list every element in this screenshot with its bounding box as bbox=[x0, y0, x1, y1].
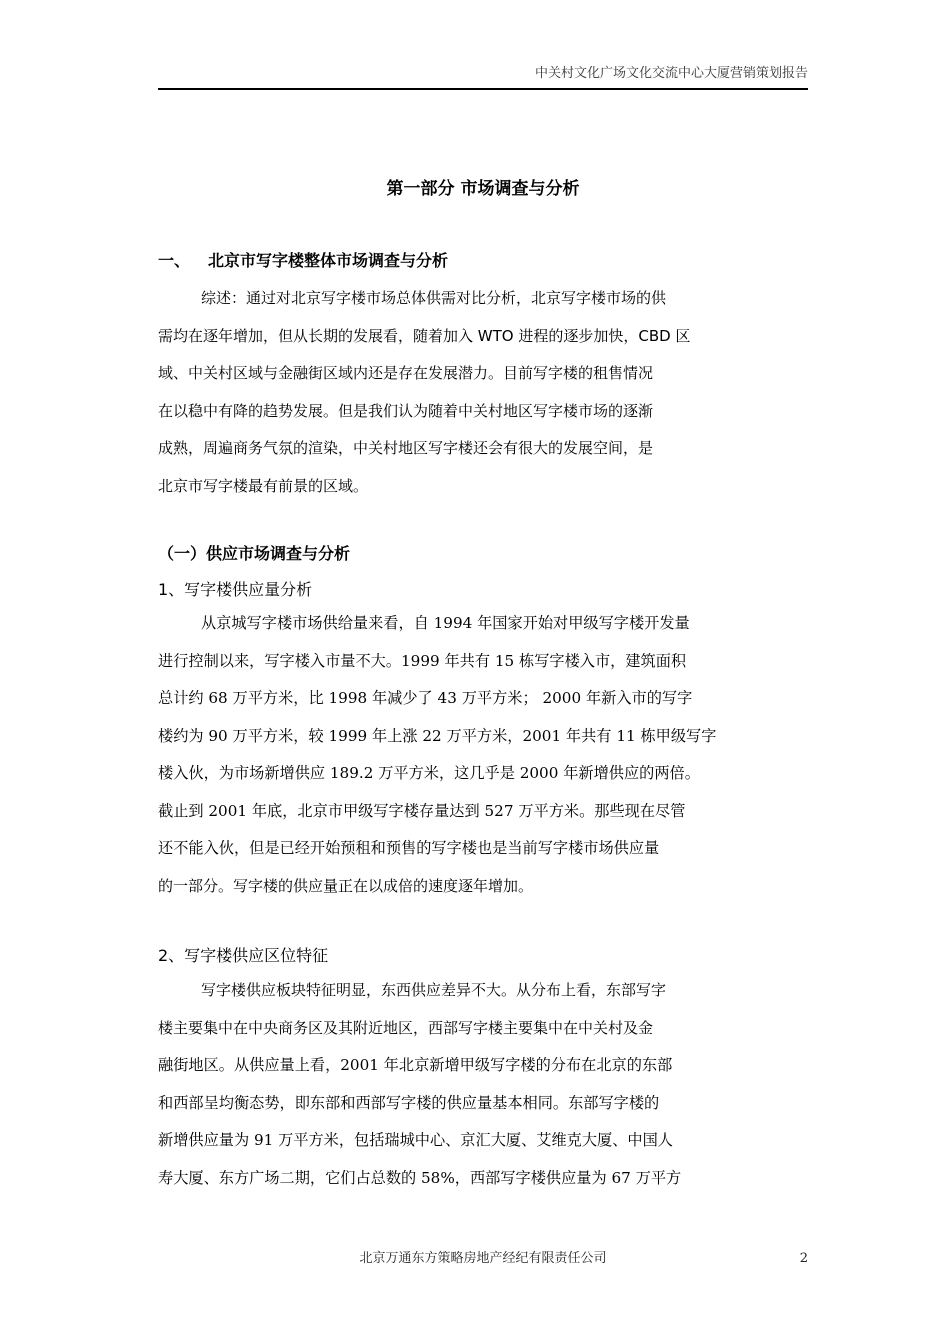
summary-line: 成熟，周遍商务气氛的渲染，中关村地区写字楼还会有很大的发展空间，是 bbox=[158, 439, 654, 457]
item-heading-supply-volume: 1、写字楼供应量分析 bbox=[158, 580, 313, 599]
paragraph-line: 的一部分。写字楼的供应量正在以成倍的速度逐年增加。 bbox=[158, 876, 534, 895]
paragraph-line: 融街地区。从供应量上看，2001 年北京新增甲级写字楼的分布在北京的东部 bbox=[158, 1056, 673, 1074]
paragraph-line: 截止到 2001 年底，北京市甲级写字楼存量达到 527 万平方米。那些现在尽管 bbox=[158, 801, 686, 820]
summary-line: 综述：通过对北京写字楼市场总体供需对比分析，北京写字楼市场的供 bbox=[201, 289, 667, 307]
page-number: 2 bbox=[799, 1251, 808, 1266]
paragraph-line: 新增供应量为 91 万平方米，包括瑞城中心、京汇大厦、艾维克大厦、中国人 bbox=[158, 1131, 673, 1149]
paragraph-line: 楼主要集中在中央商务区及其附近地区，西部写字楼主要集中在中关村及金 bbox=[158, 1018, 654, 1037]
header-title: 中关村文化广场文化交流中心大厦营销策划报告 bbox=[534, 66, 808, 81]
summary-line: 域、中关村区域与金融街区域内还是存在发展潜力。目前写字楼的租售情况 bbox=[158, 364, 654, 382]
paragraph-line: 和西部呈均衡态势，即东部和西部写字楼的供应量基本相同。东部写字楼的 bbox=[158, 1093, 660, 1112]
section-number: 一、 bbox=[158, 251, 191, 270]
page-header bbox=[158, 66, 808, 90]
item-heading-supply-location: 2、写字楼供应区位特征 bbox=[158, 946, 329, 965]
paragraph-line: 进行控制以来，写字楼入市量不大。1999 年共有 15 栋写字楼入市，建筑面积 bbox=[158, 651, 687, 670]
part-title: 第一部分 市场调查与分析 bbox=[386, 179, 580, 199]
paragraph-line: 楼入伙，为市场新增供应 189.2 万平方米，这几乎是 2000 年新增供应的两倍。 bbox=[158, 764, 700, 782]
page-footer bbox=[158, 1250, 808, 1268]
summary-line: 北京市写字楼最有前景的区域。 bbox=[158, 476, 369, 495]
paragraph-line: 寿大厦、东方广场二期，它们占总数的 58%，西部写字楼供应量为 67 万平方 bbox=[158, 1168, 682, 1187]
summary-line: 在以稳中有降的趋势发展。但是我们认为随着中关村地区写字楼市场的逐渐 bbox=[158, 401, 654, 420]
paragraph-line: 从京城写字楼市场供给量来看，自 1994 年国家开始对甲级写字楼开发量 bbox=[201, 614, 690, 632]
paragraph-line: 总计约 68 万平方米，比 1998 年减少了 43 万平方米； 2000 年新入市的写字 bbox=[158, 689, 693, 707]
paragraph-line: 写字楼供应板块特征明显，东西供应差异不大。从分布上看，东部写字 bbox=[201, 981, 667, 999]
section-heading bbox=[158, 250, 448, 272]
summary-paragraph bbox=[158, 280, 808, 505]
paragraph-line: 还不能入伙，但是已经开始预租和预售的写字楼也是当前写字楼市场供应量 bbox=[158, 839, 660, 857]
section-title: 北京市写字楼整体市场调查与分析 bbox=[208, 251, 449, 270]
supply-volume-paragraph bbox=[158, 605, 808, 905]
footer-company: 北京万通东方策略房地产经纪有限责任公司 bbox=[359, 1251, 607, 1266]
subsection-heading: （一）供应市场调查与分析 bbox=[158, 544, 351, 563]
supply-location-paragraph bbox=[158, 972, 808, 1197]
paragraph-line: 楼约为 90 万平方米，较 1999 年上涨 22 万平方米，2001 年共有 11 栋甲级写字 bbox=[158, 726, 717, 745]
summary-line: 需均在逐年增加，但从长期的发展看，随着加入 WTO 进程的逐步加快，CBD 区 bbox=[158, 326, 691, 345]
